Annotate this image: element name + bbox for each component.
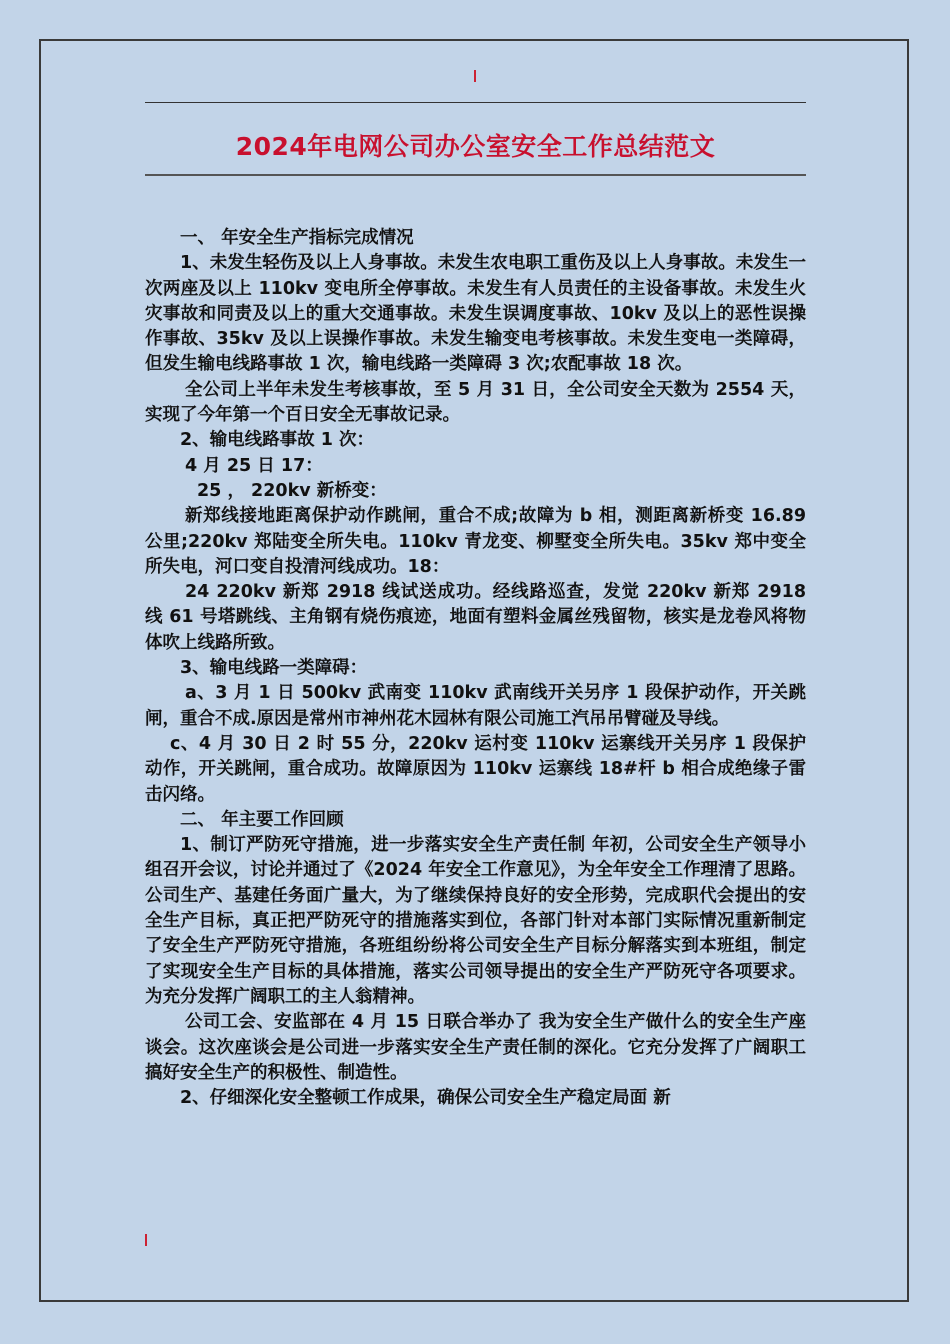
paragraph: 4 月 25 日 17： (185, 455, 323, 476)
paragraph: 二、 年主要工作回顾 (180, 809, 344, 830)
paragraph: 全公司上半年未发生考核事故，至 5 月 31 日，全公司安全天数为 2554 天，实现了今年第一个百日安全无事故记录。 (145, 379, 806, 426)
paragraph: 2、仔细深化安全整顿工作成果，确保公司安全生产稳定局面 新 (180, 1088, 671, 1109)
paragraph: 2、输电线路事故 1 次： (180, 430, 375, 451)
header-marker (474, 70, 476, 82)
paragraph: 一、 年安全生产指标完成情况 (180, 228, 414, 248)
paragraph: 1、制订严防死守措施，进一步落实安全生产责任制 年初，公司安全生产领导小组召开会议，讨论并通过了《2024 年安全工作意见》，为全年安全工作理清了思路。公司生产、基建任务面广量大，为了继续保持良好的安全形势，完成职代会提出的安全生产目标，真正把严防死守的措施落实到位，各部门针对本部门实际情况重新制定了安全生产严防死守措施，各班组纷纷将公司安全生产目标分解落实到本班组，制定了实现安全生产目标的具体措施，落实公司领导提出的安全生产严防死守各项要求。为充分发挥广阔职工的主人翁精神。 (145, 835, 806, 1007)
paragraph: 1、未发生轻伤及以上人身事故。未发生农电职工重伤及以上人身事故。未发生一次两座及以上 110kv 变电所全停事故。未发生有人员责任的主设备事故。未发生火灾事故和同责及以上的重大交通事故。未发生误调度事故、10kv 及以上的恶性误操作事故、35kv 及以上误操作事故。未发生输变电考核事故。未发生变电一类障碍，但发生输电线路事故 1 次，输电线路一类障碍 3 次;农配事故 18 次。 (145, 253, 806, 375)
paragraph: 24 220kv 新郑 2918 线试送成功。经线路巡查，发觉 220kv 新郑 2918 线 61 号塔跳线、主角钢有烧伤痕迹，地面有塑料金属丝残留物，核实是龙卷风将物体吹上线路所致。 (145, 582, 806, 653)
document-body (145, 226, 806, 1111)
paragraph: a、3 月 1 日 500kv 武南变 110kv 武南线开关另序 1 段保护动作，开关跳闸，重合不成.原因是常州市神州花木园林有限公司施工汽吊吊臂碰及导线。 (145, 683, 806, 729)
paragraph: 3、输电线路一类障碍： (180, 658, 368, 679)
paragraph: 公司工会、安监部在 4 月 15 日联合举办了 我为安全生产做什么的安全生产座谈会。这次座谈会是公司进一步落实安全生产责任制的深化。它充分发挥了广阔职工搞好安全生产的积极性、制造性。 (145, 1012, 806, 1083)
footer-marker (145, 1234, 147, 1246)
title-rule (145, 174, 806, 176)
paragraph: 25 ， 220kv 新桥变： (197, 480, 387, 501)
paragraph: 新郑线接地距离保护动作跳闸，重合不成;故障为 b 相，测距离新桥变 16.89 公里;220kv 郑陆变全所失电。110kv 青龙变、柳墅变全所失电。35kv 郑中变全所失电，河口变自投清河线成功。18： (145, 506, 806, 577)
document-title: 2024年电网公司办公室安全工作总结范文 (235, 132, 716, 161)
paragraph: c、4 月 30 日 2 时 55 分，220kv 运村变 110kv 运寨线开关另序 1 段保护动作，开关跳闸，重合成功。故障原因为 110kv 运寨线 18#杆 b 相合成绝缘子雷击闪络。 (145, 733, 806, 805)
header-rule (145, 102, 806, 103)
